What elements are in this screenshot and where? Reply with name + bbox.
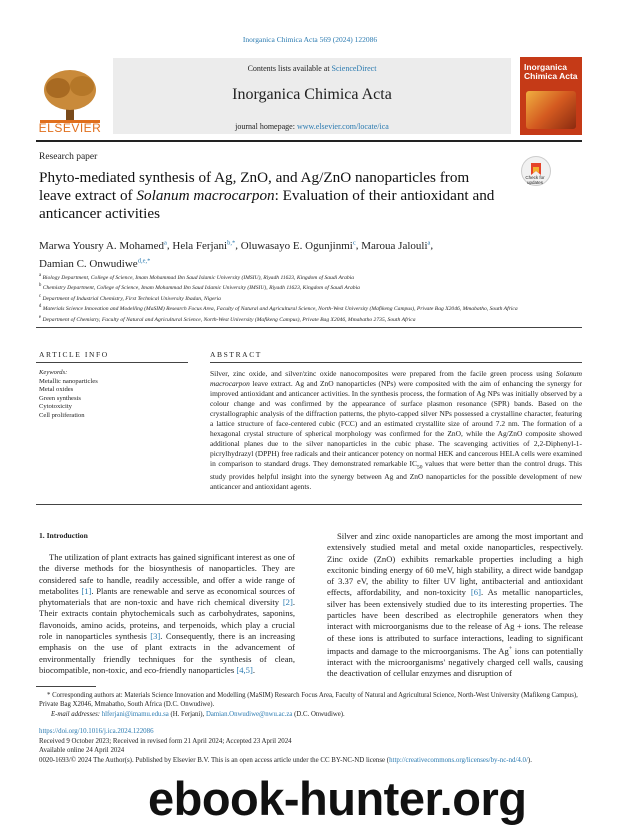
title-part2: : Evaluation of their antioxidant and anticancer activities: [39, 187, 495, 222]
journal-cover[interactable]: [520, 57, 582, 135]
article-info-rule: [36, 362, 188, 363]
author[interactable]: Maroua Jalouli$^a$: [361, 239, 431, 252]
received-dates: Received 9 October 2023; Received in revised form 21 April 2024; Accepted 23 April 2024: [39, 737, 292, 745]
keywords-list: [39, 378, 98, 420]
journal-citation[interactable]: Inorganica Chimica Acta 569 (2024) 122086: [242, 35, 378, 44]
license-link[interactable]: http://creativecommons.org/licenses/by-nc-nd/4.0/: [389, 756, 528, 764]
citation-ref[interactable]: [4,5]: [236, 664, 253, 675]
header-rule: [36, 140, 582, 142]
affiliation: $^b$ Chemistry Department, College of Science, Imam Mohammad Ibn Saud Islamic University (IMSIU), Riyadh 11623, Kingdom of Saudi Arabia: [39, 283, 360, 292]
paper-title: [39, 169, 499, 223]
doi-link[interactable]: https://doi.org/10.1016/j.ica.2024.122086: [39, 728, 154, 735]
affiliation: $^e$ Department of Chemistry, Faculty of Natural and Agricultural Science, North-West University (Mafikeng Campus), Private Bag X2046, Mmabatho 2735, South Africa: [39, 314, 416, 323]
corresponding-note: * Corresponding authors at: Materials Science Innovation and Modelling (MaSIM) Research Focus Area, Faculty of Natural and Agricultural Science, North-West University (Mafikeng Campus), Private Bag X2046, Mmabatho, South Africa (D.C. Onwudiwe).: [39, 692, 578, 709]
email-link[interactable]: hlferjani@imamu.edu.sa: [101, 710, 169, 718]
homepage-link[interactable]: www.elsevier.com/locate/ica: [296, 122, 389, 131]
watermark: ebook-hunter.org: [148, 772, 527, 825]
intro-text: . Plants are renewable and serve as economical sources of phytomaterials that are non-toxic and have rich chemical diversity: [39, 585, 296, 608]
affiliation: $^a$ Biology Department, College of Science, Imam Mohammad Ibn Saud Islamic University (IMSIU), Riyadh 11623, Kingdom of Saudi Arabia: [39, 273, 355, 281]
author[interactable]: Oluwasayo E. Ogunjinmi$^c$: [240, 239, 356, 252]
license-line: 0020-1693/© 2024 The Author(s). Published by Elsevier B.V. This is an open access article under the CC BY-NC-ND license (http://creativecommons.org/licenses/by-nc-nd/4.0/).: [39, 756, 532, 764]
homepage-line: [113, 122, 511, 131]
intro-text: +: [508, 645, 513, 652]
citation-ref[interactable]: [3]: [150, 631, 161, 642]
author[interactable]: Hela Ferjani$^{b,*}$: [172, 239, 236, 252]
intro-text: .: [252, 664, 255, 675]
author-list: Marwa Yousry A. Mohamed$^a$, Hela Ferjani$^{b,*}$, Oluwasayo E. Ogunjinmi$^c$, Maroua Jalouli$^a$, Damian C. Onwudiwe$^{d,e,*}$: [39, 239, 434, 271]
affiliation: $^c$ Department of Industrial Chemistry, First Technical University Ibadan, Nigeria: [39, 293, 221, 302]
affiliation: $^d$ Materials Science Innovation and Modelling (MaSIM) Research Focus Area, Faculty of Natural and Agricultural Science, North-West University (Mafikeng Campus), Private Bag X2046, Mmabatho, South Africa: [39, 304, 518, 313]
intro-column-left: [39, 552, 295, 676]
article-info-heading: ARTICLE INFO: [39, 350, 109, 359]
keyword: Cell proliferation: [39, 411, 85, 419]
abstract-rule: [210, 362, 582, 363]
citation-ref[interactable]: [6]: [470, 587, 481, 598]
introduction-heading: 1. Introduction: [39, 531, 88, 540]
footnote-rule: [36, 686, 96, 687]
publication-info: [39, 727, 585, 765]
keyword: Metal oxides: [39, 386, 74, 394]
check-for-updates-label: Check for updates: [525, 175, 545, 185]
contents-line: [113, 64, 511, 73]
email-line: E-mail addresses: hlferjani@imamu.edu.sa (H. Ferjani), Damian.Onwudiwe@nwu.ac.za (D.C. Onwudiwe).: [51, 710, 345, 718]
affiliation-list: [39, 272, 585, 324]
intro-text: Silver and zinc oxide nanoparticles are among the most important and extensively studied metal and metal oxide nanoparticles, respectively. Zinc oxide (ZnO) exhibits remarkable properties including a high excitonic binding energy of 60 meV, high stability, a direct wide bandgap of 3.37 eV, the ability to filter UV light, antibacterial and antioxidant effects, affordability, and non-toxicity: [327, 531, 583, 598]
citation-ref[interactable]: [1]: [81, 585, 92, 596]
intro-column-right: [327, 531, 583, 680]
section-rule: [36, 327, 582, 328]
intro-text: . As metallic nanoparticles, silver has been extensively studied due to its interesting properties. The particles have been described as electrophile generators when they interact with microorganisms due to the release of Ag + ions. The release of these ions is attributed to surface interactions, leading to significant impacts and damage to the microorganisms. The Ag: [327, 587, 583, 656]
keyword: Metallic nanoparticles: [39, 378, 98, 385]
cover-title-line2: Chimica Acta: [524, 71, 578, 81]
publisher-name: ELSEVIER: [38, 121, 102, 135]
intro-text: The utilization of plant extracts has gained significant interest as one of the diverse methods for the biosynthesis of nanoparticles. They are considered safe to handle, readily accessible, and offer a wide range of metabolites: [39, 552, 295, 596]
contents-prefix: Contents lists available at: [247, 64, 332, 73]
paper-type: Research paper: [39, 152, 98, 162]
title-part1: Phyto-mediated synthesis of Ag, ZnO, and Ag/ZnO nanoparticles from leave extract of: [39, 169, 470, 204]
cover-title-line1: Inorganica: [524, 62, 567, 72]
cover-title: [524, 63, 578, 81]
keyword: Cytotoxicity: [39, 403, 72, 411]
abstract-text: Silver, zinc oxide, and silver/zinc oxide nanocomposites were prepared from the facile green process using Solanum macrocarpon leave extract. Ag and ZnO nanoparticles (NPs) were composited with the aim of enhancing the synergy for improved antioxidant and anticancer activities. In the synthesis process, the formation of Ag NPs was initially observed by a colour change and was confirmed by the appearance of surface plasmon resonance (SPR) bands. Based on the crystallographic analysis of the diffraction patterns, the phyto-capped silver NPs possessed a crystalline character, featuring a lattice structure of face-centered cubic (FCC) and an estimated crystallite size of around 7.2 nm. The formation of a hexagonal crystal structure of spherical morphology was confirmed for the ZnO, while the Ag/ZnO composite showed additional planes due to the silver nanoparticles in the cubic phase. The scavenging activities of 2,2-Diphenyl-1-picrylhydrazyl (DPPH) free radicals and their anticancer potency on normal HEK and cancerous HELA cells were examined in comparison to standard drugs. They demonstrated remarkable $IC_{50}$ values that were better than the control drugs. This study provides helpful insight into the synergy between Ag and ZnO nanoparticles for the possible development of new anticancer and antioxidant agents.: [210, 369, 583, 492]
abstract-heading: ABSTRACT: [210, 350, 262, 359]
intro-text: . Their extracts contain phytochemicals such as carbohydrates, saponins, flavonoids, amino acids, proteins, and terpenoids, which play a crucial role in nanoparticles synthesis: [39, 597, 295, 642]
journal-title: Inorganica Chimica Acta: [232, 86, 392, 103]
intro-text: . Consequently, there is an increasing emphasis on the use of plant extracts in the advancement of environmentally friendly techniques for the synthesis of clean, biocompatible, non-toxic, and eco-friendly nanoparticles: [39, 631, 295, 675]
citation-ref[interactable]: [2]: [282, 597, 293, 608]
sciencedirect-link[interactable]: ScienceDirect: [331, 64, 377, 73]
title-species: Solanum macrocarpon: [136, 187, 275, 204]
intro-text: ions can potentially interact with the microorganisms' negatively charged cell walls, causing the deactivation of cellular enzymes and disruption of: [327, 645, 583, 679]
author[interactable]: Marwa Yousry A. Mohamed$^a$: [39, 239, 167, 252]
footnote: [39, 691, 585, 719]
abstract-end-rule: [36, 504, 582, 505]
cover-image: [526, 91, 576, 129]
online-date: Available online 24 April 2024: [39, 747, 125, 755]
keyword: Green synthesis: [39, 394, 81, 402]
homepage-prefix: journal homepage:: [235, 122, 297, 131]
email-link[interactable]: Damian.Onwudiwe@nwu.ac.za: [205, 710, 293, 718]
keywords-label: Keywords:: [39, 369, 68, 376]
author[interactable]: Damian C. Onwudiwe$^{d,e,*}$: [39, 257, 151, 271]
